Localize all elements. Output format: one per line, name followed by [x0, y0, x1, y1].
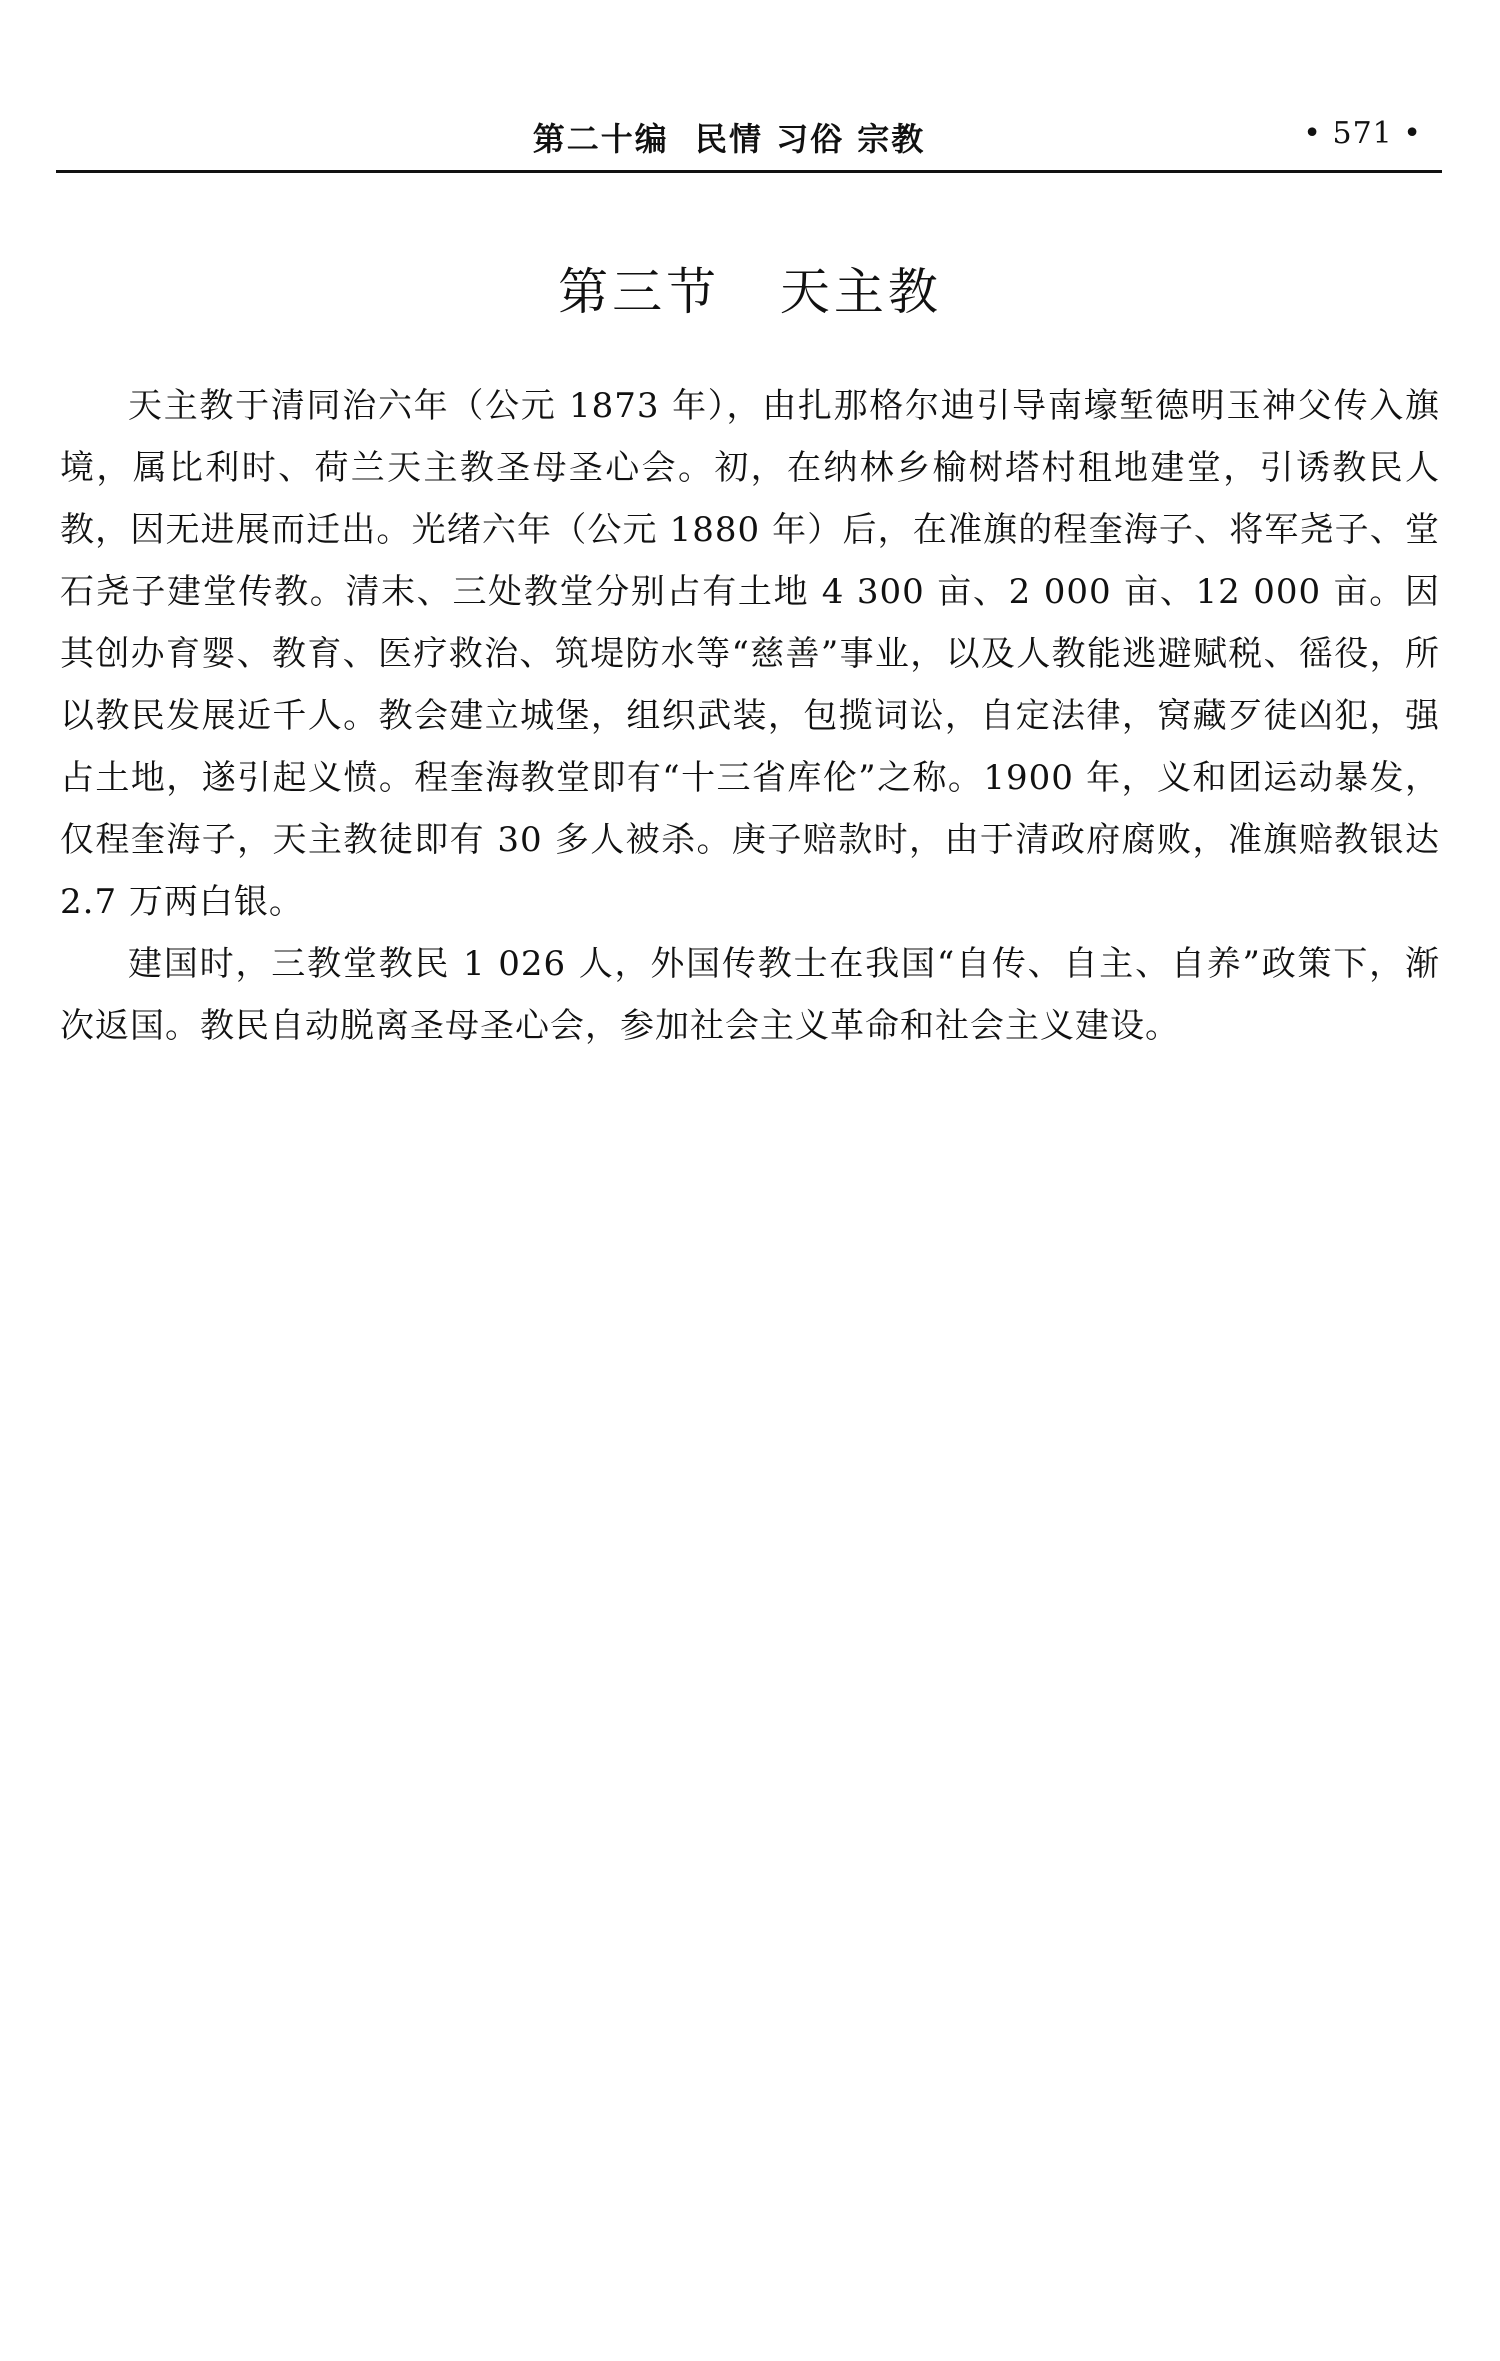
header-divider — [56, 170, 1442, 173]
running-header — [56, 108, 1442, 168]
body-text — [60, 375, 1440, 1057]
page-number: • 571 • — [1303, 116, 1422, 151]
running-header-title: 第二十编 民情 习俗 宗教 — [532, 120, 926, 158]
paragraph-history: 天主教于清同治六年（公元 1873 年），由扎那格尔迪引导南壕堑德明玉神父传入旗境，属比利时、荷兰天主教圣母圣心会。初，在纳林乡榆树塔村租地建堂，引诱教民人教，因无进展而迁出。光绪六年（公元 1880 年）后，在准旗的程奎海子、将军尧子、堂石尧子建堂传教。清末、三处教堂分别占有土地 4 300 亩、2 000 亩、12 000 亩。因其创办育婴、教育、医疗救治、筑堤防水等“慈善”事业，以及人教能逃避赋税、徭役，所以教民发展近千人。教会建立城堡，组织武装，包揽词讼，自定法律，窝藏歹徒凶犯，强占土地，遂引起义愤。程奎海教堂即有“十三省库伦”之称。1900 年，义和团运动暴发，仅程奎海子，天主教徒即有 30 多人被杀。庚子赔款时，由于清政府腐败，准旗赔教银达 2.7 万两白银。 — [60, 386, 1440, 922]
paragraph-after-founding: 建国时，三教堂教民 1 026 人，外国传教士在我国“自传、自主、自养”政策下，渐次返国。教民自动脱离圣母圣心会，参加社会主义革命和社会主义建设。 — [60, 944, 1440, 1046]
section-title: 第三节 天主教 — [558, 263, 942, 321]
